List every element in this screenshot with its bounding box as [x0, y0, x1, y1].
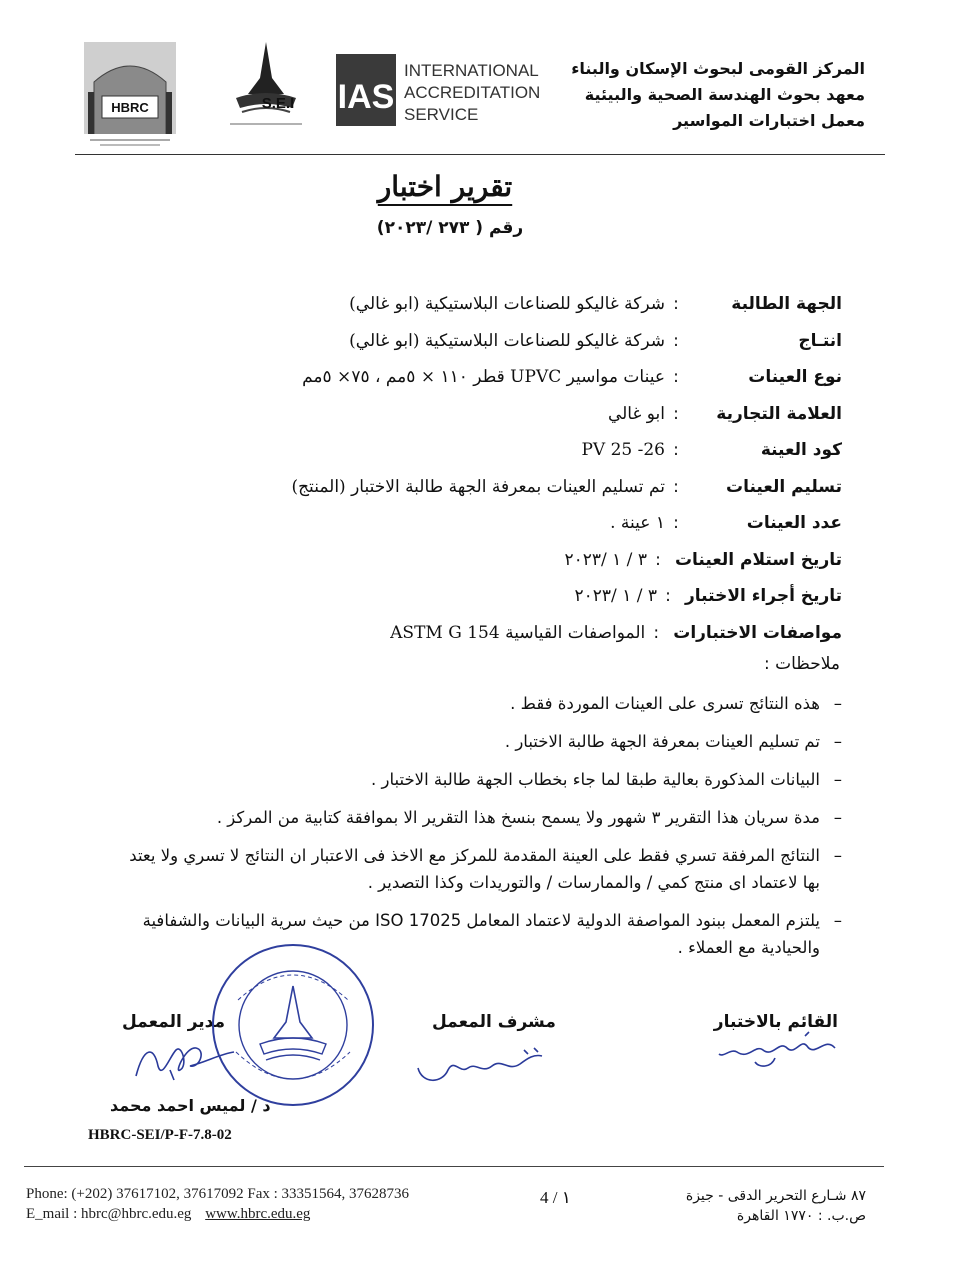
- field-value: عينات مواسير UPVC قطر ١١٠ × ٥مم ، ٧٥× ٥مم: [302, 367, 665, 388]
- dash-bullet: –: [833, 846, 842, 865]
- field-sample-type: [122, 359, 842, 396]
- header-divider: [75, 154, 885, 155]
- note-text: البيانات المذكورة بعالية طبقا لما جاء بخطاب الجهة طالبة الاختبار .: [371, 770, 820, 789]
- field-colon: :: [665, 586, 671, 607]
- supervisor-title: مشرف المعمل: [432, 1012, 556, 1032]
- field-value: ٣ / ١ /٢٠٢٣: [574, 586, 658, 607]
- note-item: [122, 766, 842, 793]
- field-sample-delivery: [122, 469, 842, 506]
- field-sample-count: [122, 505, 842, 542]
- footer-address: [686, 1186, 866, 1226]
- note-item: [122, 804, 842, 831]
- ias-logo: [336, 52, 541, 128]
- field-label: تاريخ أجراء الاختبار: [685, 586, 842, 607]
- director-title: مدير المعمل: [122, 1012, 225, 1032]
- tester-title: القائم بالاختبار: [713, 1012, 838, 1032]
- official-stamp: [208, 940, 378, 1110]
- supervisor-signature: [412, 1044, 552, 1092]
- ias-abbr: IAS: [337, 78, 395, 116]
- footer-email: E_mail : hbrc@hbrc.edu.eg: [26, 1206, 192, 1222]
- note-text: يلتزم المعمل ببنود المواصفة الدولية لاعتماد المعامل ISO 17025 من حيث سرية البيانات والشفافية والحيادية مع العملاء .: [142, 911, 820, 957]
- field-value: ٣ / ١ /٢٠٢٣: [564, 549, 647, 570]
- field-colon: :: [673, 330, 679, 351]
- hbrc-logo: [84, 42, 176, 148]
- field-label: نوع العينات: [748, 367, 842, 388]
- footer-website-link[interactable]: www.hbrc.edu.eg: [205, 1206, 311, 1222]
- note-text: النتائج المرفقة تسري فقط على العينة المقدمة للمركز مع الاخذ فى الاعتبار ان النتائج لا تسري ولا يعتد بها لاعتماد اى منتج كمي / والممارسات / والتوريدات وكذا التصدير .: [129, 846, 820, 892]
- note-item: [122, 690, 842, 717]
- field-colon: :: [673, 476, 679, 497]
- footer-contact: [26, 1184, 409, 1224]
- note-item: [122, 728, 842, 755]
- dash-bullet: –: [833, 808, 842, 827]
- field-test-date: [122, 578, 842, 615]
- notes-label: ملاحظات :: [763, 654, 840, 674]
- sei-logo: [222, 38, 310, 136]
- field-value: شركة غاليكو للصناعات البلاستيكية (ابو غالي): [349, 330, 665, 351]
- field-colon: :: [673, 367, 679, 388]
- field-colon: :: [655, 549, 661, 570]
- footer-divider: [24, 1166, 884, 1167]
- organization-header: [571, 56, 865, 134]
- report-title: تقرير اختبار: [377, 170, 513, 203]
- org-line-3: معمل اختبارات المواسير: [673, 111, 865, 130]
- field-colon: :: [673, 294, 679, 315]
- document-code: HBRC-SEI/P-F-7.8-02: [88, 1127, 232, 1143]
- field-trademark: [122, 396, 842, 433]
- dash-bullet: –: [833, 911, 842, 930]
- field-label: انتـاج: [798, 330, 842, 351]
- notes-list: [122, 690, 842, 972]
- field-value: ١ عينة .: [610, 513, 665, 534]
- report-fields: [122, 286, 842, 651]
- address-line-2: ص.ب. : ١٧٧٠ القاهرة: [736, 1208, 866, 1224]
- page-number: 4 / ١: [540, 1188, 571, 1207]
- field-test-specification: [122, 615, 842, 652]
- hbrc-abbr: HBRC: [111, 100, 149, 115]
- address-line-1: ٨٧ شـارع التحرير الدقى - جيزة: [685, 1188, 866, 1204]
- field-colon: :: [673, 440, 679, 461]
- field-sample-code: [122, 432, 842, 469]
- org-line-1: المركز القومى لبحوث الإسكان والبناء: [571, 59, 865, 78]
- note-text: هذه النتائج تسرى على العينات الموردة فقط .: [510, 694, 820, 713]
- field-label: الجهة الطالبة: [731, 294, 842, 315]
- note-item: [122, 842, 842, 896]
- field-colon: :: [673, 403, 679, 424]
- field-label: مواصفات الاختبارات: [673, 622, 842, 643]
- dash-bullet: –: [833, 770, 842, 789]
- field-receipt-date: [122, 542, 842, 579]
- field-value: شركة غاليكو للصناعات البلاستيكية (ابو غالي): [349, 294, 665, 315]
- field-requesting-party: [122, 286, 842, 323]
- dash-bullet: –: [833, 732, 842, 751]
- footer-phone: Phone: (+202) 37617102, 37617092 Fax : 33351564, 37628736: [26, 1186, 410, 1202]
- field-value: تم تسليم العينات بمعرفة الجهة طالبة الاختبار (المنتج): [291, 476, 665, 497]
- org-line-2: معهد بحوث الهندسة الصحية والبيئية: [584, 85, 865, 104]
- tester-signature: [715, 1028, 845, 1076]
- field-manufacturer: [122, 323, 842, 360]
- director-name: د / لميس احمد محمد: [110, 1096, 271, 1115]
- ias-name-line-3: SERVICE: [404, 105, 479, 124]
- field-colon: :: [653, 622, 660, 643]
- note-text: مدة سريان هذا التقرير ٣ شهور ولا يسمح بنسخ هذا التقرير الا بموافقة كتابية من المركز .: [216, 808, 820, 827]
- field-label: تاريخ استلام العينات: [674, 549, 842, 570]
- report-number: رقم ( ٢٧٣ /٢٠٢٣): [376, 218, 524, 238]
- note-text: تم تسليم العينات بمعرفة الجهة طالبة الاختبار .: [504, 732, 820, 751]
- field-value: ابو غالي: [607, 403, 665, 424]
- field-value: المواصفات القياسية ASTM G 154: [390, 622, 646, 643]
- field-label: كود العينة: [760, 440, 842, 461]
- sei-abbr: S.E.I: [261, 95, 295, 112]
- field-value: PV 25 -26: [581, 440, 665, 461]
- ias-name-line-2: ACCREDITATION: [404, 83, 541, 102]
- field-label: العلامة التجارية: [716, 403, 842, 424]
- dash-bullet: –: [833, 694, 842, 713]
- field-colon: :: [673, 513, 679, 534]
- field-label: عدد العينات: [746, 513, 842, 534]
- ias-name-line-1: INTERNATIONAL: [404, 61, 539, 80]
- field-label: تسليم العينات: [726, 476, 842, 497]
